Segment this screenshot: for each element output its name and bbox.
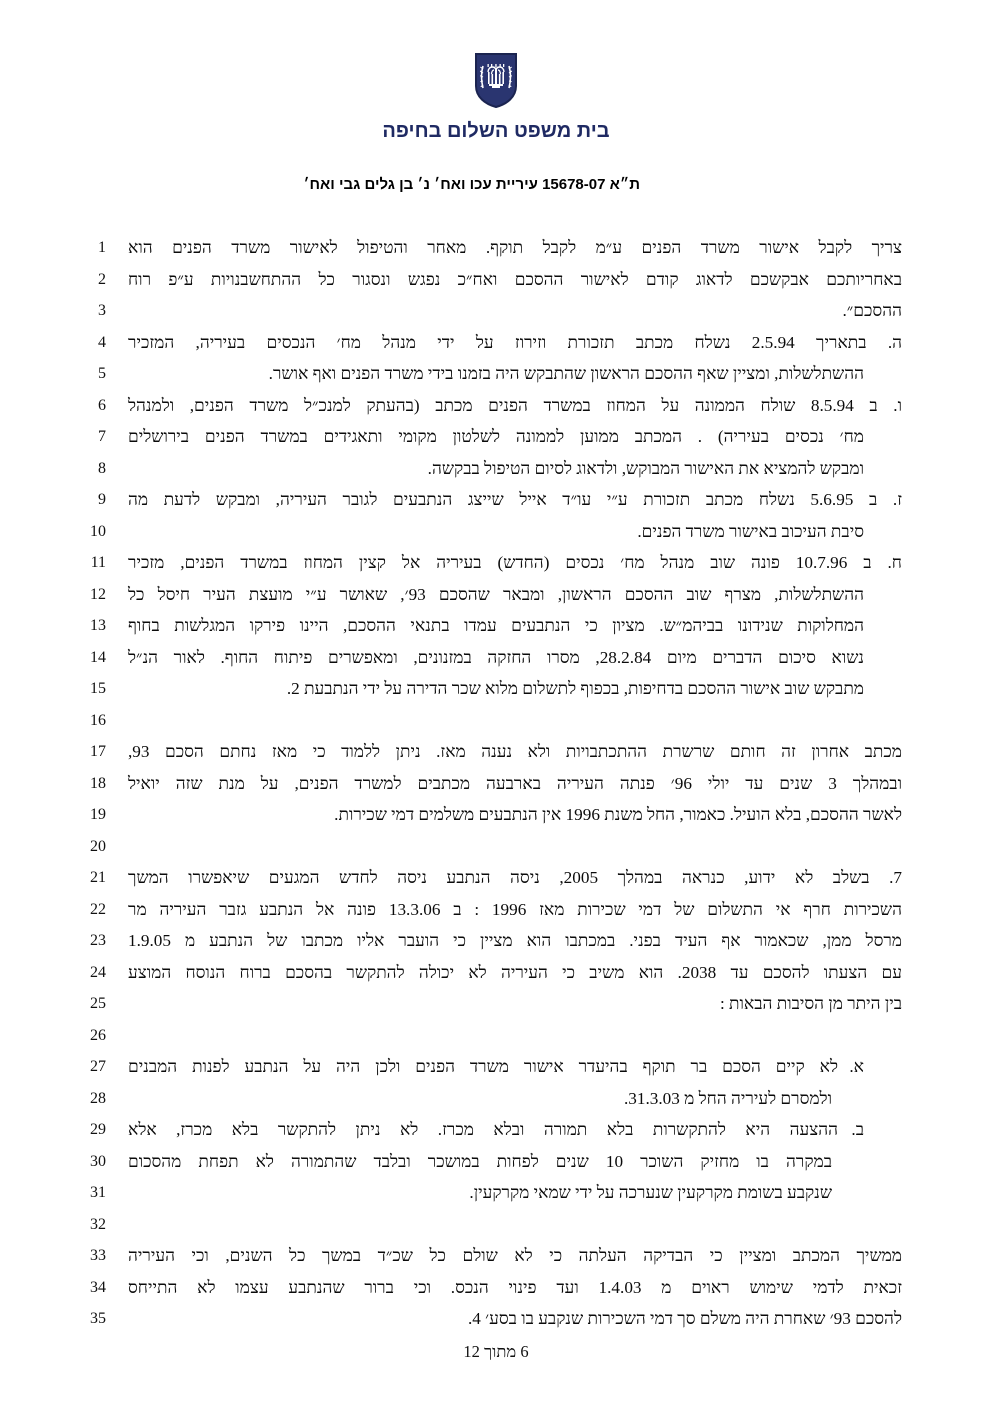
- line-text: ז. ב 5.6.95 נשלח מכתב תזכורת ע״י עו״ד אייל שייצג הנתבעים לגובר העיריה, ומבקש לדעת מה: [128, 490, 902, 509]
- line-number: 31: [90, 1184, 106, 1201]
- line-number: 5: [98, 365, 106, 382]
- document-body: [0, 232, 992, 1335]
- line-text: צריך לקבל אישור משרד הפנים ע״מ לקבל תוקף. מאחר והטיפול לאישור משרד הפנים הוא: [128, 238, 902, 257]
- document-line: [0, 421, 992, 453]
- line-text: המחלוקות שנידונו בביהמ״ש. מציון כי הנתבעים עמדו בתנאי ההסכם, היינו פירקו המגלשות בחוף: [128, 616, 864, 635]
- line-text: זכאית לדמי שימוש ראוים מ 1.4.03 ועד פינוי הנכס. וכי ברור שהנתבע עצמו לא התייחס: [128, 1277, 902, 1297]
- line-number: 8: [98, 459, 106, 477]
- line-number: 20: [90, 837, 106, 855]
- line-text: ההסכם״.: [842, 301, 902, 320]
- document-line: [0, 358, 992, 390]
- document-line: [0, 295, 992, 327]
- document-line: [0, 736, 992, 768]
- line-number: 26: [90, 1026, 106, 1044]
- document-line: [0, 894, 992, 926]
- emblem-container: [0, 52, 992, 108]
- document-line: [0, 484, 992, 516]
- line-number: 27: [90, 1058, 106, 1075]
- line-text: בין היתר מן הסיבות הבאות :: [719, 994, 902, 1013]
- document-line: [0, 579, 992, 611]
- line-text: ההשתלשלות, ומציין שאף ההסכם הראשון שהתבקש היה בזמנו בידי משרד הפנים ואף אושר.: [268, 364, 864, 383]
- document-line: [0, 516, 992, 548]
- list-marker: ב.: [851, 1120, 864, 1139]
- line-number: 9: [98, 491, 106, 508]
- document-line: [0, 831, 992, 863]
- line-number: 4: [98, 333, 106, 351]
- line-text: נשוא סיכום הדברים מיום 28.2.84, מסרו החזקה במזנונים, ומאפשרים פיתוח החוף. לאור הנ״ל: [128, 647, 864, 667]
- line-text: ובמהלך 3 שנים עד יולי 96׳ פנתה העיריה בארבעה מכתבים למשרד הפנים, על מנת שזה יואיל: [128, 773, 902, 793]
- line-number: 32: [90, 1215, 106, 1233]
- document-line: [0, 799, 992, 831]
- document-line: [0, 1177, 992, 1209]
- line-text: [128, 1114, 864, 1146]
- line-text: שנקבע בשומת מקרקעין שנערכה על ידי שמאי מקרקעין.: [469, 1183, 832, 1202]
- line-text: ממשיך המכתב ומציין כי הבדיקה העלתה כי לא שולם כל שכ״ד במשך כל השנים, וכי העיריה: [128, 1246, 902, 1265]
- document-line: [0, 1020, 992, 1052]
- line-number: 1: [98, 239, 106, 256]
- line-text: ההשתלשלות, מצרף שוב ההסכם הראשון, ומבאר שהסכם 93׳, שאושר ע״י מועצת העיר חיסל כל: [128, 584, 864, 604]
- document-line: [0, 957, 992, 989]
- line-text: ו. ב 8.5.94 שולח הממונה על המחוז במשרד הפנים מכתב (בהעתק למנכ״ל משרד הפנים, ולמנהל: [128, 395, 902, 415]
- document-line: [0, 925, 992, 957]
- document-line: [0, 1114, 992, 1146]
- line-number: 2: [98, 270, 106, 288]
- document-line: [0, 547, 992, 579]
- case-caption: ת״א 15678-07 עיריית עכו ואח׳ נ׳ בן גלים גבי ואח׳: [303, 176, 640, 193]
- document-line: [0, 642, 992, 674]
- line-number: 16: [90, 711, 106, 729]
- line-number: 17: [90, 743, 106, 760]
- line-text: מרסל ממן, שכאמור אף העיד בפני. במכתבו הוא מציין כי הועבר אליו מכתבו של הנתבע מ 1.9.05: [128, 931, 902, 950]
- document-line: [0, 1083, 992, 1115]
- document-line: [0, 1146, 992, 1178]
- line-number: 14: [90, 648, 106, 666]
- line-text: סיבת העיכוב באישור משרד הפנים.: [637, 521, 864, 541]
- line-text: השכירות חרף אי התשלום של דמי שכירות מאז 1996 : ב 13.3.06 פונה אל הנתבע גזבר העיריה מר: [128, 899, 902, 919]
- document-line: [0, 768, 992, 800]
- line-text: עם הצעתו להסכם עד 2038. הוא משיב כי העיריה לא יכולה להתקשר בהסכם ברוח הנוסח המוצע: [128, 962, 902, 982]
- line-number: 24: [90, 963, 106, 981]
- line-number: 15: [90, 680, 106, 697]
- line-number: 28: [90, 1089, 106, 1107]
- line-text: במקרה בו מחזיק השוכר 10 שנים לפחות במושכר ובלבד שהתמורה לא תפחת מהסכום: [128, 1151, 832, 1171]
- line-number: 30: [90, 1152, 106, 1170]
- line-text: ולמסרם לעיריה החל מ 31.3.03.: [623, 1088, 832, 1108]
- line-number: 19: [90, 806, 106, 823]
- line-number: 13: [90, 617, 106, 634]
- line-number: 10: [90, 522, 106, 540]
- line-number: 21: [90, 869, 106, 886]
- line-text: 7. בשלב לא ידוע, כנראה במהלך 2005, ניסה הנתבע ניסה לחדש המגעים שיאפשרו המשך: [128, 868, 902, 887]
- page-footer: 6 מתוך 12: [463, 1342, 529, 1361]
- line-number: 3: [98, 302, 106, 319]
- document-line: [0, 453, 992, 485]
- document-line: [0, 610, 992, 642]
- document-line: [0, 232, 992, 264]
- line-number: 22: [90, 900, 106, 918]
- line-number: 7: [98, 428, 106, 445]
- line-text: ח. ב 10.7.96 פונה שוב מנהל מח׳ נכסים (החדש) בעיריה אל קצין המחוז במשרד הפנים, מזכיר: [128, 553, 902, 572]
- document-line: [0, 390, 992, 422]
- line-number: 11: [90, 554, 106, 571]
- line-text: מכתב אחרון זה חותם שרשרת ההתכתבויות ולא נענה מאז. ניתן ללמוד כי מאז נחתם הסכם 93,: [128, 742, 902, 761]
- document-line: [0, 1209, 992, 1241]
- line-number: 6: [98, 396, 106, 414]
- court-heading: בית משפט השלום בחיפה: [382, 120, 610, 142]
- line-text: לאשר ההסכם, בלא הועיל. כאמור, החל משנת 1996 אין הנתבעים משלמים דמי שכירות.: [334, 805, 902, 824]
- list-marker: א.: [849, 1057, 864, 1076]
- line-number: 29: [90, 1121, 106, 1138]
- document-line: [0, 327, 992, 359]
- line-text: [128, 1051, 864, 1083]
- document-line: [0, 705, 992, 737]
- document-line: [0, 1303, 992, 1335]
- line-text: להסכם 93׳ שאחרת היה משלם סך דמי השכירות שנקבע בו בסע׳ 4.: [467, 1309, 902, 1328]
- line-number: 12: [90, 585, 106, 603]
- line-text: באחריותכם אבקשכם לדאוג קודם לאישור ההסכם ואח״כ נפגש ונסגור כל ההתחשבנויות ע״פ רוח: [128, 269, 902, 289]
- line-number: 33: [90, 1247, 106, 1264]
- line-number: 23: [90, 932, 106, 949]
- document-line: [0, 1272, 992, 1304]
- line-text: ומבקש להמציא את האישור המבוקש, ולדאוג לסיום הטיפול בבקשה.: [427, 458, 864, 478]
- line-number: 25: [90, 995, 106, 1012]
- document-line: [0, 1051, 992, 1083]
- document-line: [0, 862, 992, 894]
- document-line: [0, 673, 992, 705]
- israel-state-emblem-icon: [474, 52, 518, 108]
- line-text: ה. בתאריך 2.5.94 נשלח מכתב תזכורת וזירוז על ידי מנהל מח׳ הנכסים בעיריה, המזכיר: [128, 332, 903, 352]
- line-number: 18: [90, 774, 106, 792]
- line-body: לא קיים הסכם בר תוקף בהיעדר אישור משרד הפנים ולכן היה על הנתבע לפנות המבנים: [128, 1057, 838, 1076]
- document-line: [0, 988, 992, 1020]
- line-body: ההצעה היא להתקשרות בלא תמורה ובלא מכרז. לא ניתן להתקשר בלא מכרז, אלא: [128, 1120, 838, 1139]
- line-text: מח׳ נכסים בעיריה) . המכתב ממוען לממונה לשלטון מקומי ותאגידים במשרד הפנים בירושלים: [128, 427, 864, 446]
- line-text: מתבקש שוב אישור ההסכם בדחיפות, בכפוף לתשלום מלוא שכר הדירה על ידי הנתבעת 2.: [286, 679, 864, 698]
- document-line: [0, 1240, 992, 1272]
- line-number: 34: [90, 1278, 106, 1296]
- line-number: 35: [90, 1310, 106, 1327]
- document-line: [0, 264, 992, 296]
